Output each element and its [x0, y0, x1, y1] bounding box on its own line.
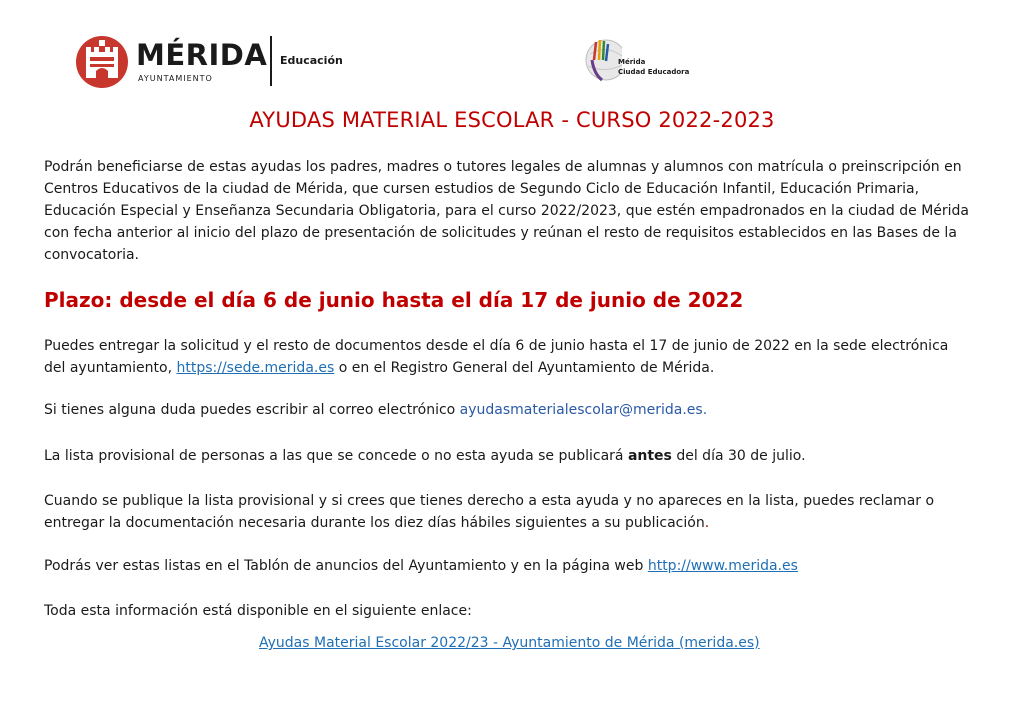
ciudad-logo-line1: Mérida: [618, 58, 646, 66]
document-header: [0, 0, 1024, 100]
sede-electronica-link[interactable]: https://sede.merida.es: [176, 360, 335, 376]
claim-paragraph: Cuando se publique la lista provisional y si crees que tienes derecho a esta ayuda y no apareces en la lista, puedes reclamar o entregar la documentación necesaria durante los diez días hábiles siguientes a su publicación.: [44, 493, 935, 531]
contact-paragraph: Si tienes alguna duda puedes escribir al correo electrónico ayudasmaterialescolar@merida.es.: [44, 402, 708, 418]
logo-wordmark: MÉRIDA: [136, 38, 268, 72]
ciudad-educadora-logo: [582, 34, 722, 88]
castle-emblem-icon: [74, 34, 130, 90]
logo-subtitle: AYUNTAMIENTO: [138, 74, 213, 83]
merida-website-link[interactable]: http://www.merida.es: [647, 558, 798, 574]
intro-paragraph: Podrán beneficiarse de estas ayudas los padres, madres o tutores legales de alumnas y alumnos con matrícula o preinscripción en Centros Educativos de la ciudad de Mérida, que cursen estudios de Segundo Ciclo de Educación Infantil, Educación Primaria, Educación Especial y Enseñanza Secundaria Obligatoria, para el curso 2022/2023, que estén empadronados en la ciudad de Mérida con fecha anterior al inicio del plazo de presentación de solicitudes y reúnan el resto de requisitos establecidos en las Bases de la convocatoria.: [44, 159, 969, 263]
submission-paragraph: Puedes entregar la solicitud y el resto de documentos desde el día 6 de junio hasta el 17 de junio de 2022 en la sede electrónica del ayuntamiento, https://sede.merida.es o en el Registro General del Ayuntamiento de Mérida.: [44, 338, 949, 376]
emphasis-antes: antes: [627, 448, 672, 464]
info-paragraph: Toda esta información está disponible en el siguiente enlace:: [44, 603, 472, 619]
document-title: AYUDAS MATERIAL ESCOLAR - CURSO 2022-2023: [249, 108, 775, 132]
provisional-list-paragraph: La lista provisional de personas a las que se concede o no esta ayuda se publicará antes del día 30 de julio.: [44, 448, 806, 464]
merida-ayuntamiento-logo: [74, 34, 354, 90]
deadline-heading: Plazo: desde el día 6 de junio hasta el día 17 de junio de 2022: [44, 288, 744, 312]
logo-divider: [270, 36, 272, 86]
ciudad-logo-line2: Ciudad Educadora: [618, 68, 690, 76]
contact-email-link[interactable]: ayudasmaterialescolar@merida.es.: [459, 402, 708, 418]
globe-hand-icon: [582, 34, 622, 88]
logo-department: Educación: [280, 54, 343, 67]
lists-paragraph: Podrás ver estas listas en el Tablón de anuncios del Ayuntamiento y en la página web http://www.merida.es: [44, 558, 798, 574]
ayudas-page-link[interactable]: Ayudas Material Escolar 2022/23 - Ayuntamiento de Mérida (merida.es): [259, 635, 760, 651]
